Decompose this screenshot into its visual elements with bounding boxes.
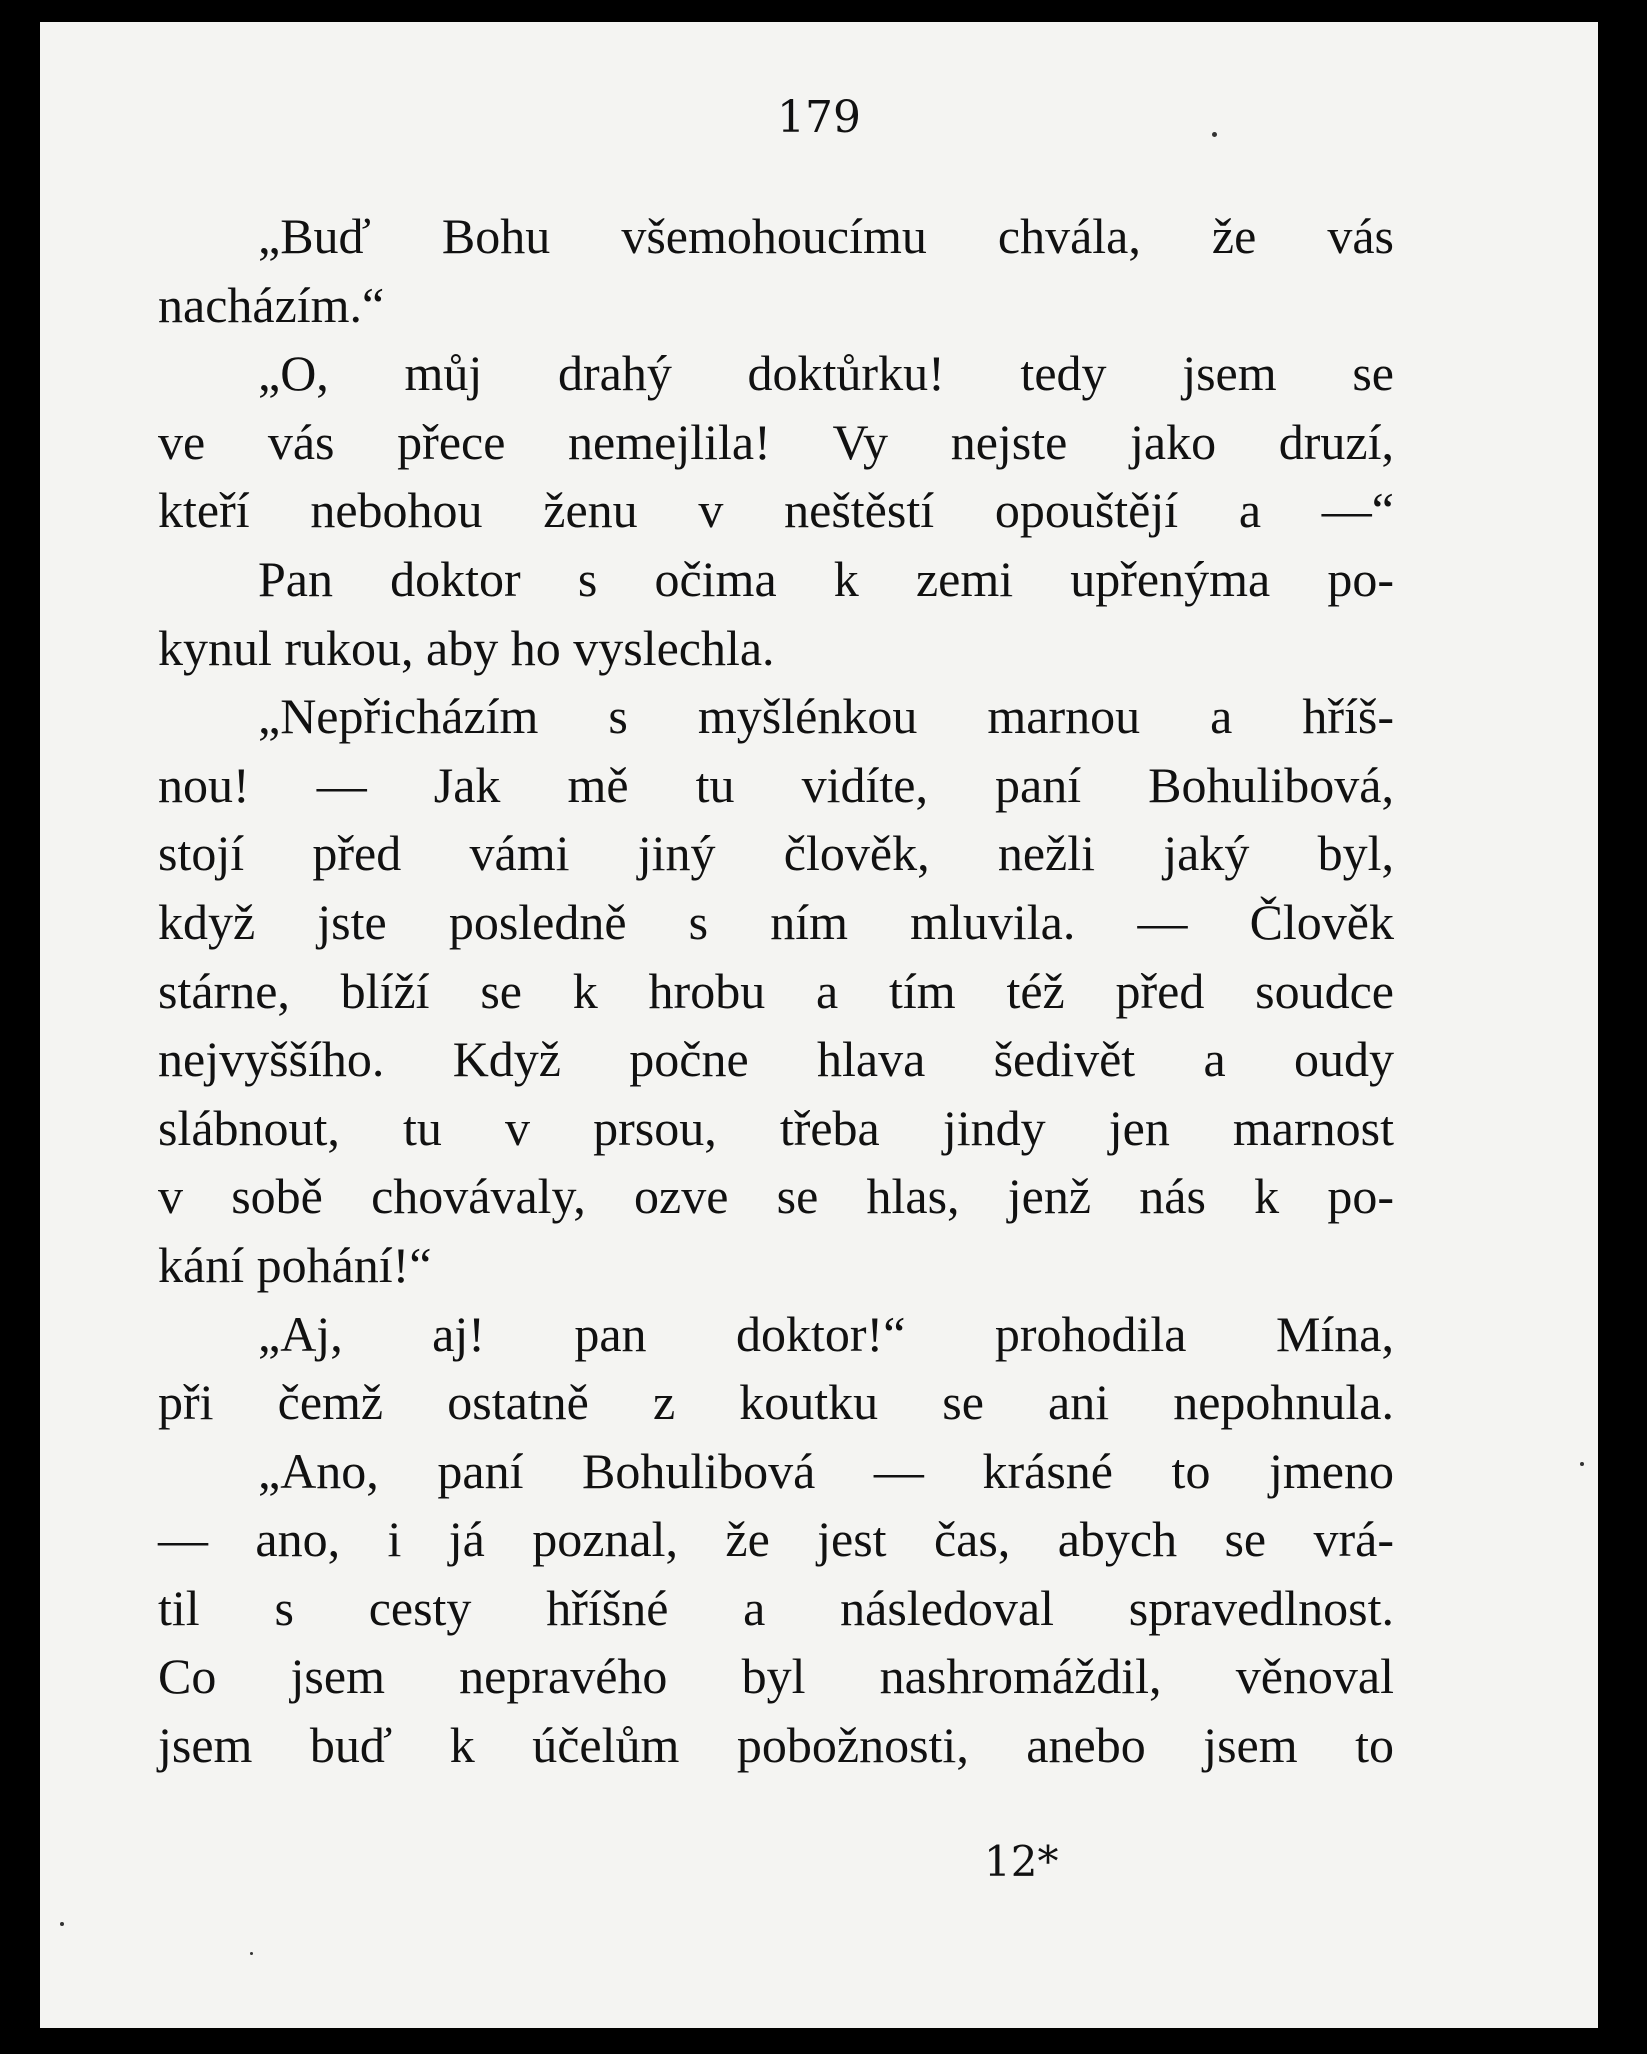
text-line: Pan doktor s očima k zemi upřenýma po- [258,550,1394,607]
text-line: při čemž ostatně z koutku se ani nepohnula. [158,1374,1394,1431]
text-line: nacházím.“ [158,276,385,333]
text-line: „Ano, paní Bohulibová — krásné to jmeno [258,1442,1394,1499]
text-line: stojí před vámi jiný člověk, nežli jaký byl, [158,825,1394,882]
text-line: jsem buď k účelům pobožnosti, anebo jsem to [158,1717,1394,1774]
text-line: kteří nebohou ženu v neštěstí opouštějí a —“ [158,482,1394,539]
body-text [158,202,1394,1780]
text-line: Co jsem nepravého byl nashromáždil, věnoval [158,1648,1394,1705]
text-line: stárne, blíží se k hrobu a tím též před soudce [158,962,1394,1019]
text-line: v sobě chovávaly, ozve se hlas, jenž nás k po- [158,1168,1394,1225]
text-line: kání pohání!“ [158,1236,432,1293]
text-line: slábnout, tu v prsou, třeba jindy jen marnost [158,1099,1394,1156]
text-line: když jste posledně s ním mluvila. — Člověk [158,893,1394,950]
scan-speck [1212,132,1217,137]
text-line: til s cesty hříšné a následoval spravedlnost. [158,1579,1394,1636]
book-page [40,22,1598,2028]
text-line: „Nepřicházím s myšlénkou marnou a hříš- [258,688,1394,745]
text-line: kynul rukou, aby ho vyslechla. [158,619,775,676]
scan-speck [60,1922,64,1926]
text-line: „Buď Bohu všemohoucímu chvála, že vás [258,208,1394,264]
page-number: 179 [777,92,861,143]
signature-mark: 12* [984,1837,1059,1886]
text-line: — ano, i já poznal, že jest čas, abych se vrá- [158,1511,1394,1568]
text-line: „O, můj drahý doktůrku! tedy jsem se [258,345,1394,402]
scan-speck [250,1952,253,1955]
text-line: „Aj, aj! pan doktor!“ prohodila Mína, [258,1305,1394,1362]
text-line: ve vás přece nemejlila! Vy nejste jako druzí, [158,413,1394,470]
scan-speck [1580,1462,1584,1466]
text-line: nejvyššího. Když počne hlava šedivět a oudy [158,1031,1394,1088]
text-line: nou! — Jak mě tu vidíte, paní Bohulibová, [158,756,1394,813]
